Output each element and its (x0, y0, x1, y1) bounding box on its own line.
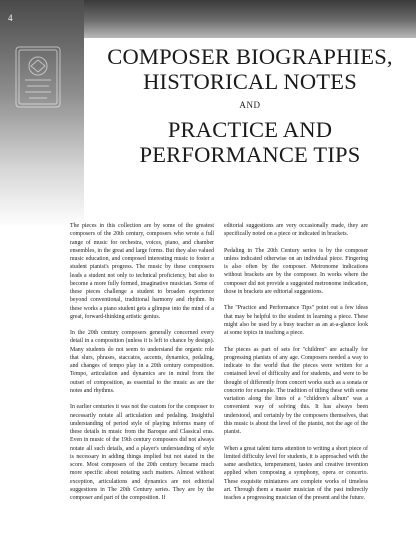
publisher-seal-icon (13, 44, 63, 110)
left-paragraph-3: In earlier centuries it was not the custom for the composer to necessarily notate all articulation and pedaling. Insightful understanding of period style of playing informs many of these details in music from the Baroque and Classical eras. Even in music of the 19th century composers did not always notate all such details, and a player's understanding of style is necessary in adding things implied but not stated in the score. Most composers of the 20th century became much more specific about notating such matters. Almost without exception, articulations and dynamics are not editorial suggestions in The 20th Century series. They are by the composer and part of the composition. If (70, 404, 214, 502)
right-paragraph-4: The pieces as part of sets for "children" are actually for progressing pianists of any age. Composers needed a way to indicate to the world that the pieces were written for a contained level of difficulty and for students, and were to be thought of differently from concert works such as a sonata or concerto for example. The tradition of titling these with some variation along the lines of a "children's album" was a convenient way of solving this. It has always been understood, and certainly by the composers themselves, that this music is about the level of the pianist, not the age of the pianist. (224, 346, 368, 436)
page-number: 4 (8, 13, 13, 23)
title-connector: AND (239, 100, 261, 110)
right-column (224, 222, 368, 510)
left-column (70, 222, 214, 511)
title-line-2: HISTORICAL NOTES (143, 69, 357, 94)
page-header (84, 44, 416, 167)
title-line-1: COMPOSER BIOGRAPHIES, (107, 44, 393, 69)
left-paragraph-2: In the 20th century composers generally concerned every detail in a composition (unless it is left to chance by design). Many students do not seem to understand the organic role that slurs, phrases, staccatos, accents, dynamics, pedaling, and changes of tempo play in a 20th century composition. Tempo, articulation and dynamics are in mind from the outset of composition, as essential to the music as are the notes and rhythms. (70, 330, 214, 394)
right-paragraph-5: When a great talent turns attention to writing a short piece of limited difficulty level for students, it is approached with the same aesthetics, temperament, tastes and creative invention applied when composing a symphony, opera or concerto. These exquisite miniatures are complete works of timeless art. Through them a master musician of the past indirectly teaches a progressing musician of the present and the future. (224, 445, 368, 501)
side-gradient-band (0, 0, 84, 228)
title-line-3: PRACTICE AND (167, 117, 333, 142)
left-paragraph-1: The pieces in this collection are by some of the greatest composers of the 20th century, composers who wrote a full range of music for orchestra, voices, piano, and chamber ensembles, in the great and large forms. But they also valued music education, and composed interesting music to foster a student pianist's progress. The music by these composers leads a student not only to technical proficiency, but also to become a more fully formed, imaginative musician. Some of these pieces challenge a student to broaden experience beyond conventional, traditional harmony and rhythm. In these works a piano student gets a glimpse into the mind of a great, forward-thinking artistic genius. (70, 223, 214, 320)
title-line-4: PERFORMANCE TIPS (139, 142, 361, 167)
right-paragraph-3: The "Practice and Performance Tips" point out a few ideas that may be helpful to the student in learning a piece. These might also be used by a busy teacher as an at-a-glance look at some topics in teaching a piece. (224, 305, 368, 337)
right-paragraph-2: Pedaling in The 20th Century series is by the composer unless indicated otherwise on an individual piece. Fingering is also often by the composer. Metronome indications without brackets are by the composer. In works where the composer did not provide a suggested metronome indication, those in brackets are editorial suggestions. (224, 247, 368, 295)
right-paragraph-1: editorial suggestions are very occasionally made, they are specifically noted on a piece or indicated in brackets. (224, 223, 368, 238)
